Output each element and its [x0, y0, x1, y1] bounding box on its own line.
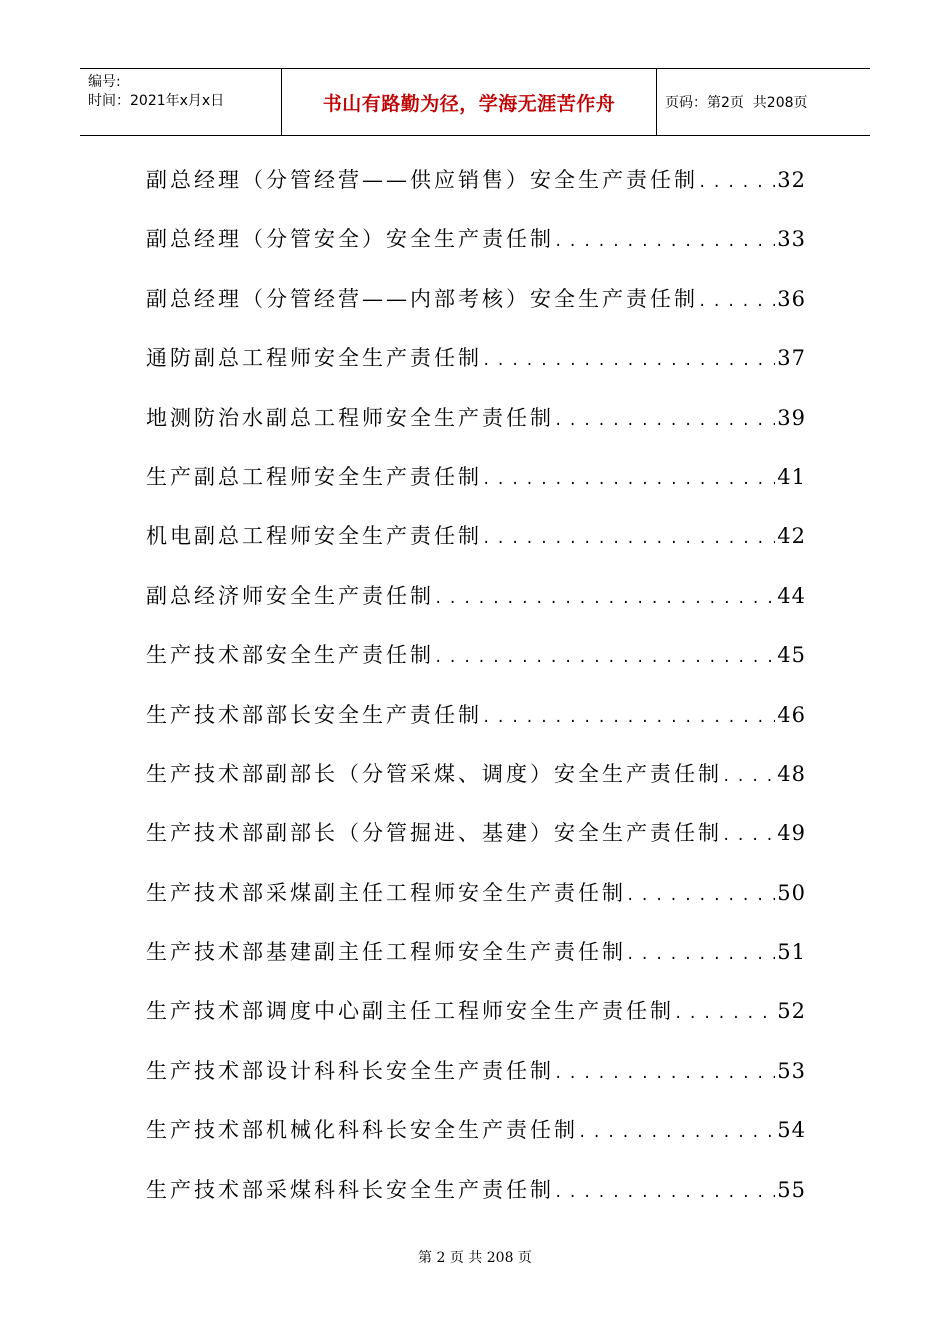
toc-dot-leader [482, 531, 775, 547]
toc-dot-leader [722, 828, 775, 844]
toc-entry[interactable] [146, 995, 806, 1054]
toc-dot-leader [482, 353, 775, 369]
toc-entry[interactable] [146, 283, 806, 342]
toc-entry[interactable] [146, 580, 806, 639]
toc-entry-title: 生产技术部部长安全生产责任制 [146, 702, 482, 727]
toc-entry-title: 通防副总工程师安全生产责任制 [146, 346, 482, 371]
toc-dot-leader [626, 947, 775, 963]
toc-entry-page-number: 33 [777, 227, 806, 252]
toc-entry-title: 副总经理（分管经营——供应销售）安全生产责任制 [146, 168, 698, 192]
toc-entry[interactable] [146, 877, 806, 936]
toc-entry-page-number: 46 [777, 702, 806, 727]
toc-entry-page-number: 32 [777, 168, 806, 192]
header-meta-cell [80, 69, 282, 135]
toc-entry-page-number: 45 [777, 643, 806, 668]
toc-entry[interactable] [146, 402, 806, 461]
toc-entry-page-number: 36 [777, 286, 806, 311]
toc-entry-page-number: 42 [777, 524, 806, 549]
toc-entry-title: 副总经理（分管安全）安全生产责任制 [146, 227, 554, 252]
toc-dot-leader [698, 175, 775, 191]
toc-entry-title: 副总经济师安全生产责任制 [146, 583, 434, 608]
toc-dot-leader [698, 294, 775, 310]
toc-entry[interactable] [146, 817, 806, 876]
toc-dot-leader [578, 1125, 775, 1141]
toc-entry-page-number: 41 [777, 464, 806, 489]
toc-entry[interactable] [146, 936, 806, 995]
toc-entry[interactable] [146, 1055, 806, 1114]
toc-entry[interactable] [146, 1114, 806, 1173]
toc-entry[interactable] [146, 1174, 806, 1233]
toc-entry-title: 生产技术部安全生产责任制 [146, 643, 434, 668]
toc-dot-leader [482, 710, 775, 726]
toc-dot-leader [554, 1185, 775, 1201]
toc-entry-title: 生产技术部设计科科长安全生产责任制 [146, 1058, 554, 1083]
toc-entry-title: 副总经理（分管经营——内部考核）安全生产责任制 [146, 286, 698, 311]
toc-dot-leader [554, 234, 775, 250]
toc-entry[interactable] [146, 520, 806, 579]
toc-dot-leader [626, 888, 775, 904]
toc-entry[interactable] [146, 699, 806, 758]
toc-entry-title: 生产技术部调度中心副主任工程师安全生产责任制 [146, 999, 674, 1024]
toc-entry[interactable] [146, 639, 806, 698]
toc-entry-title: 生产技术部副部长（分管采煤、调度）安全生产责任制 [146, 761, 722, 786]
toc-dot-leader [674, 1006, 775, 1022]
document-header [80, 68, 870, 136]
toc-dot-leader [722, 769, 775, 785]
footer-page-number: 第 2 页 共 208 页 [418, 1250, 532, 1266]
toc-entry-title: 生产技术部采煤副主任工程师安全生产责任制 [146, 880, 626, 905]
toc-entry[interactable] [146, 223, 806, 282]
toc-dot-leader [434, 591, 775, 607]
toc-entry-title: 地测防治水副总工程师安全生产责任制 [146, 405, 554, 430]
toc-entry-page-number: 37 [777, 346, 806, 371]
toc-entry-page-number: 54 [777, 1118, 806, 1143]
header-page-label: 页码：第2页 共208页 [665, 95, 808, 111]
toc-entry[interactable] [146, 461, 806, 520]
toc-entry-title: 生产技术部副部长（分管掘进、基建）安全生产责任制 [146, 821, 722, 846]
document-date-label: 时间：2021年x月x日 [88, 93, 225, 109]
toc-dot-leader [554, 1066, 775, 1082]
toc-entry-title: 生产副总工程师安全生产责任制 [146, 464, 482, 489]
toc-entry[interactable] [146, 758, 806, 817]
toc-dot-leader [482, 472, 775, 488]
toc-entry-title: 生产技术部基建副主任工程师安全生产责任制 [146, 940, 626, 965]
toc-entry-page-number: 55 [777, 1177, 806, 1202]
toc-entry-title: 机电副总工程师安全生产责任制 [146, 524, 482, 549]
toc-entry-page-number: 50 [777, 880, 806, 905]
toc-entry-page-number: 44 [777, 583, 806, 608]
toc-entry-title: 生产技术部采煤科科长安全生产责任制 [146, 1177, 554, 1202]
page-footer [0, 1247, 950, 1267]
toc-entry-page-number: 48 [777, 761, 806, 786]
toc-entry-page-number: 49 [777, 821, 806, 846]
toc-dot-leader [434, 650, 775, 666]
toc-entry-page-number: 51 [777, 940, 806, 965]
toc-entry-page-number: 39 [777, 405, 806, 430]
header-page-cell [657, 69, 870, 135]
toc-entry-page-number: 52 [777, 999, 806, 1024]
toc-entry-title: 生产技术部机械化科科长安全生产责任制 [146, 1118, 578, 1143]
table-of-contents [146, 164, 806, 1233]
toc-entry[interactable] [146, 164, 806, 223]
toc-dot-leader [554, 413, 775, 429]
document-code-label: 编号: [88, 74, 121, 90]
toc-entry[interactable] [146, 342, 806, 401]
toc-entry-page-number: 53 [777, 1058, 806, 1083]
header-motto: 书山有路勤为径，学海无涯苦作舟 [282, 69, 657, 135]
